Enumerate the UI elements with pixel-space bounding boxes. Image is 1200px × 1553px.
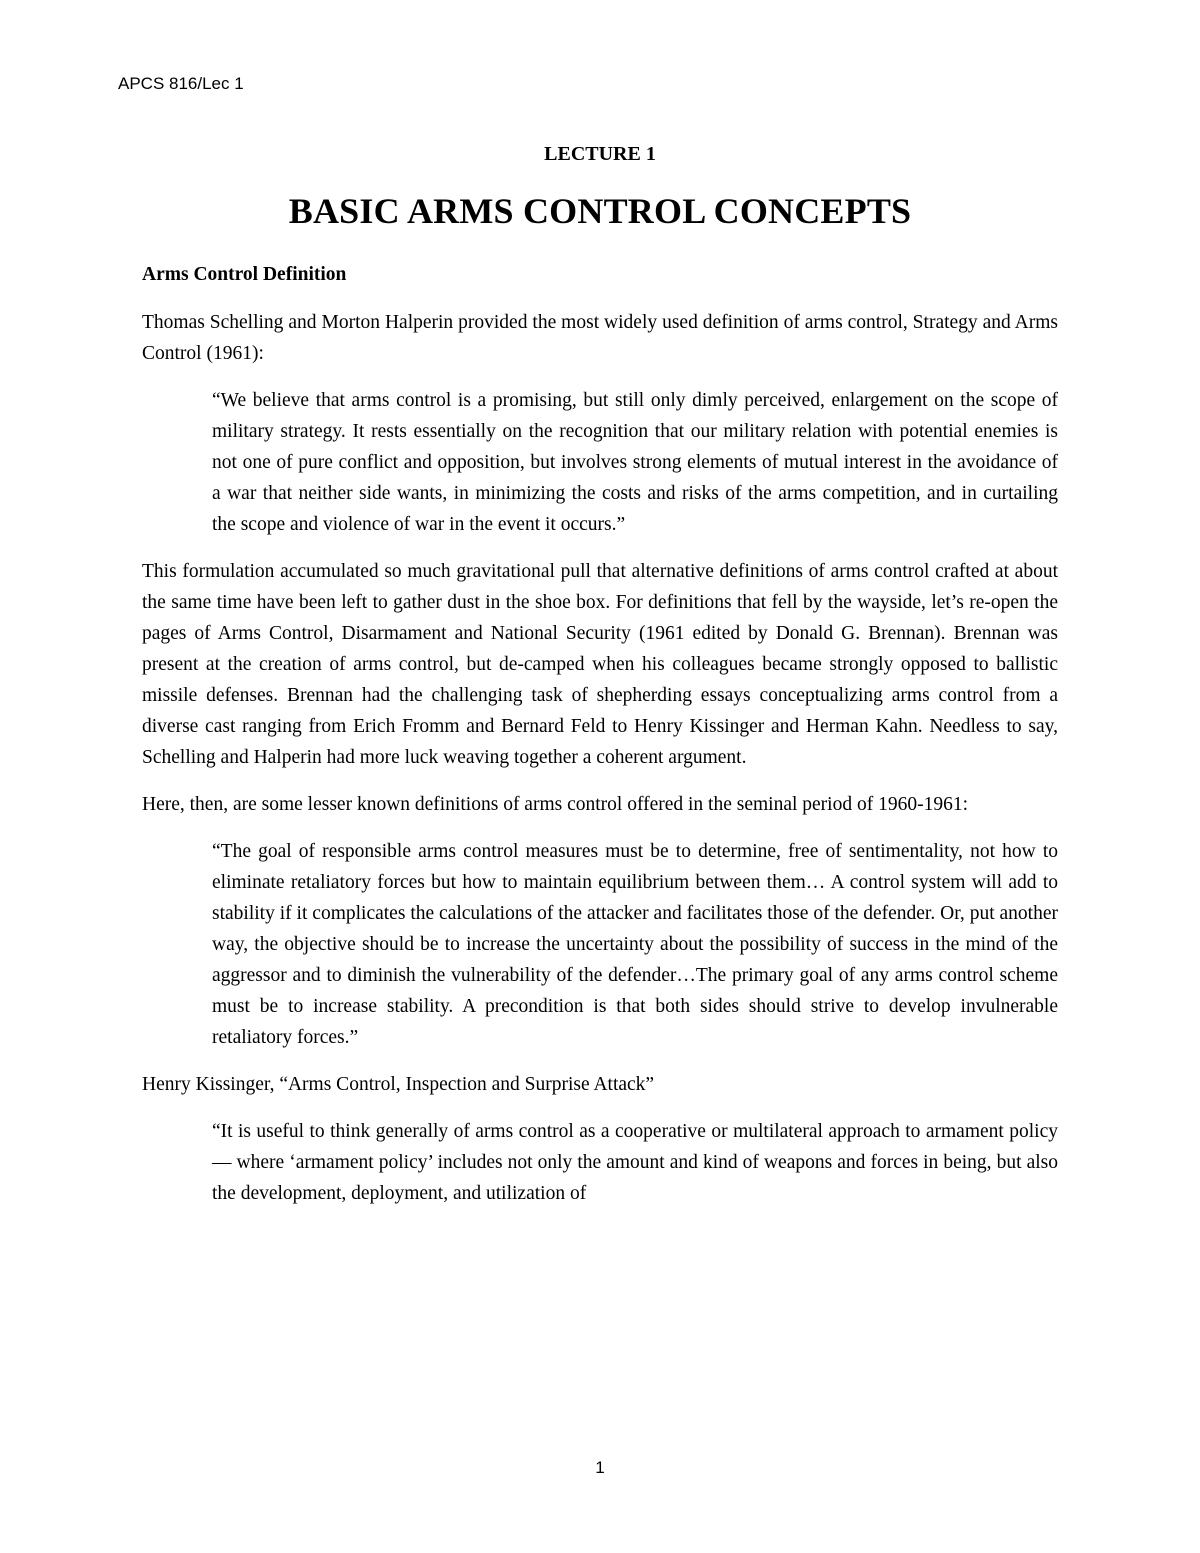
document-body bbox=[142, 259, 1058, 1225]
intro-paragraph: Thomas Schelling and Morton Halperin provided the most widely used definition of arms control, Strategy and Arms Control (1961): bbox=[142, 312, 1058, 364]
section-heading: Arms Control Definition bbox=[142, 264, 347, 285]
block-quote-schelling: “We believe that arms control is a promising, but still only dimly perceived, enlargement on the scope of military strategy. It rests essentially on the recognition that our military relation with potential enemies is not one of pure conflict and opposition, but involves strong elements of mutual interest in the avoidance of a war that neither side wants, in minimizing the costs and risks of the arms competition, and in curtailing the scope and violence of war in the event it occurs.” bbox=[212, 390, 1058, 535]
formulation-paragraph: This formulation accumulated so much gravitational pull that alternative definitions of arms control crafted at about the same time have been left to gather dust in the shoe box. For definitions that fell by the wayside, let’s re-open the pages of Arms Control, Disarmament and National Security (1961 edited by Donald G. Brennan). Brennan was present at the creation of arms control, but de-camped when his colleagues became strongly opposed to ballistic missile defenses. Brennan had the challenging task of shepherding essays conceptualizing arms control from a diverse cast ranging from Erich Fromm and Bernard Feld to Henry Kissinger and Herman Kahn. Needless to say, Schelling and Halperin had more luck weaving together a coherent argument. bbox=[142, 561, 1058, 768]
running-header: APCS 816/Lec 1 bbox=[118, 74, 244, 93]
page-title: BASIC ARMS CONTROL CONCEPTS bbox=[288, 191, 912, 231]
block-quote-kissinger: “The goal of responsible arms control measures must be to determine, free of sentimentality, not how to eliminate retaliatory forces but how to maintain equilibrium between them… A control system will add to stability if it complicates the calculations of the attacker and facilitates those of the defender. Or, put another way, the objective should be to increase the uncertainty about the possibility of success in the mind of the aggressor and to diminish the vulnerability of the defender…The primary goal of any arms control scheme must be to increase stability. A precondition is that both sides should strive to develop invulnerable retaliatory forces.” bbox=[212, 841, 1058, 1048]
lesser-known-paragraph: Here, then, are some lesser known definitions of arms control offered in the seminal period of 1960-1961: bbox=[142, 794, 968, 815]
lecture-label: LECTURE 1 bbox=[544, 143, 656, 165]
block-quote-armament: “It is useful to think generally of arms control as a cooperative or multilateral approach to armament policy — where ‘armament policy’ includes not only the amount and kind of weapons and forces in being, but also the development, deployment, and utilization of bbox=[212, 1121, 1058, 1204]
page-number: 1 bbox=[595, 1458, 605, 1477]
quote-attribution: Henry Kissinger, “Arms Control, Inspection and Surprise Attack” bbox=[142, 1074, 655, 1095]
